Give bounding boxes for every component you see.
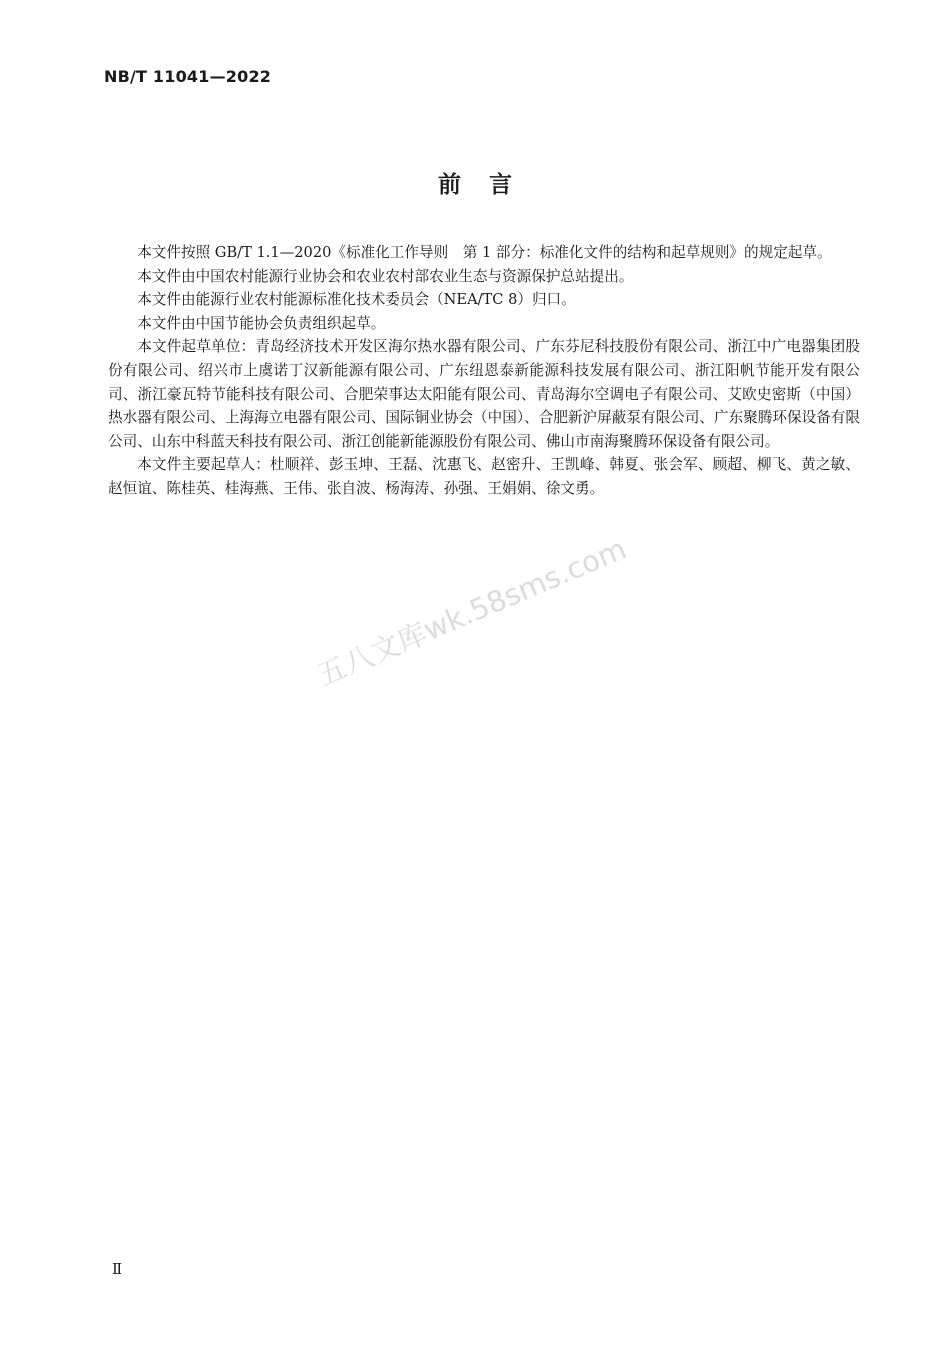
paragraph-drafting-rules: 本文件按照 GB/T 1.1—2020《标准化工作导则 第 1 部分：标准化文件的结构和起草规则》的规定起草。	[137, 244, 832, 261]
standard-code: NB/T 11041—2022	[104, 67, 272, 86]
paragraph-drafters: 本文件主要起草人：杜顺祥、彭玉坤、王磊、沈惠飞、赵密升、王凯峰、韩夏、张会军、顾超、柳飞、黄之敏、赵恒谊、陈桂英、桂海燕、王伟、张自波、杨海涛、孙强、王娟娟、徐文勇。	[108, 456, 860, 497]
page-title: 前言	[438, 172, 540, 198]
paragraph-organizer: 本文件由中国节能协会负责组织起草。	[137, 314, 386, 332]
paragraph-drafting-units: 本文件起草单位：青岛经济技术开发区海尔热水器有限公司、广东芬尼科技股份有限公司、浙江中广电器集团股份有限公司、绍兴市上虞诺丁汉新能源有限公司、广东纽恩泰新能源科技发展有限公司、浙江阳帆节能开发有限公司、浙江豪瓦特节能科技有限公司、合肥荣事达太阳能有限公司、青岛海尔空调电子有限公司、艾欧史密斯（中国）热水器有限公司、上海海立电器有限公司、国际铜业协会（中国）、合肥新沪屏蔽泵有限公司、广东聚腾环保设备有限公司、山东中科蓝天科技有限公司、浙江创能新能源股份有限公司、佛山市南海聚腾环保设备有限公司。	[108, 338, 860, 450]
paragraph-proposer: 本文件由中国农村能源行业协会和农业农村部农业生态与资源保护总站提出。	[137, 267, 634, 285]
page-number: Ⅱ	[112, 1260, 123, 1278]
paragraph-committee: 本文件由能源行业农村能源标准化技术委员会（NEA/TC 8）归口。	[137, 291, 576, 309]
watermark-text: 五八文库wk.58sms.com	[311, 531, 632, 693]
foreword-body	[108, 241, 860, 501]
